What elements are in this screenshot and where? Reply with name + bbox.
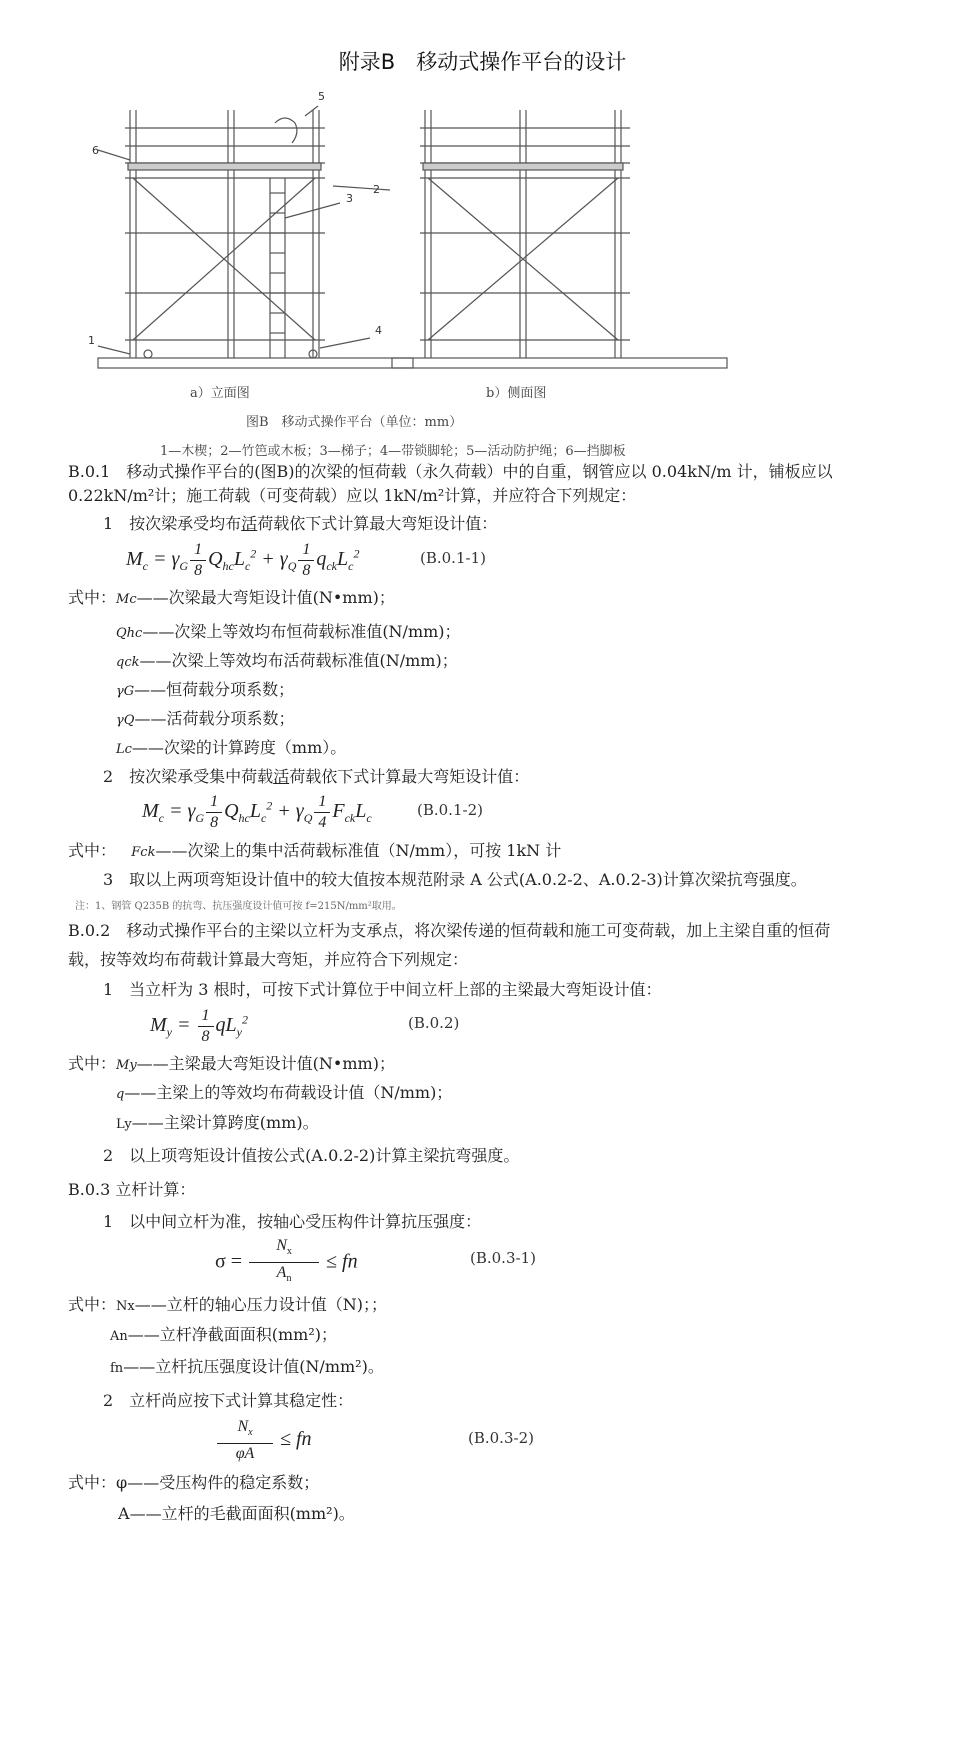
b01-para1: B.0.1 移动式操作平台的(图B)的次梁的恒荷载（永久荷载）中的自重，钢管应以 0.04kN/m 计，铺板应以 [68,462,833,481]
label-1: 1 [88,334,95,347]
eq-number-b03-2: (B.0.3-2) [468,1429,534,1447]
def-an: An——立杆净截面面积(mm²)； [110,1325,338,1344]
def-gamma-g: γG——恒荷载分项系数； [116,680,295,699]
figure-legend: 1—木楔；2—竹笆或木板；3—梯子；4—带锁脚轮；5—活动防护绳；6—挡脚板 [160,444,626,459]
eq-number-b02: (B.0.2) [408,1014,460,1032]
sub-caption-a: a）立面图 [190,386,250,401]
def-fn: fn——立杆抗压强度设计值(N/mm²)。 [110,1357,384,1376]
ground-slab-b [392,358,727,368]
equation-b03-2: $\frac{N_x}{\varphi A}$ ≤ fn [215,1417,312,1464]
def-qhc: Qhc——次梁上等效均布恒荷载标准值(N/mm)； [116,622,461,641]
def-fck: 式中： Fck——次梁上的集中活荷载标准值（N/mm），可按 1kN 计 [68,841,562,860]
def-lc: Lc——次梁的计算跨度（mm）。 [116,738,347,757]
sub-caption-b: b）侧面图 [486,386,547,401]
b02-item2: 2 以上项弯矩设计值按公式(A.0.2-2)计算主梁抗弯强度。 [103,1146,520,1165]
b03-item1: 1 以中间立杆为准，按轴心受压构件计算抗压强度： [103,1212,482,1231]
equation-b02: $M_y$ = $\frac{1}{8}$ $qL_y^2$ [150,1007,248,1045]
def-nx: 式中：Nx——立杆的轴心压力设计值（N)；； [68,1295,387,1314]
b01-item3: 3 取以上两项弯矩设计值中的较大值按本规范附录 A 公式(A.0.2-2、A.0.2-3)计算次梁抗弯强度。 [103,870,807,889]
def-q: q——主梁上的等效均布荷载设计值（N/mm)； [116,1083,453,1102]
figure-caption: 图B 移动式操作平台（单位：mm） [246,415,463,430]
page-title: 附录B 移动式操作平台的设计 [338,50,627,74]
b01-note: 注：1、钢管 Q235B 的抗弯、抗压强度设计值可按 f=215N/mm²取用。 [75,901,402,912]
b01-item1: 1 按次梁承受均布活荷载依下式计算最大弯矩设计值： [103,514,498,533]
def-qck: qck——次梁上等效均布活荷载标准值(N/mm)； [116,651,458,670]
b02-para1: B.0.2 移动式操作平台的主梁以立杆为支承点，将次梁传递的恒荷载和施工可变荷载，加上主梁自重的恒荷 [68,921,831,940]
label-2: 2 [373,183,380,196]
b02-item1: 1 当立杆为 3 根时，可按下式计算位于中间立杆上部的主梁最大弯矩设计值： [103,980,662,999]
eq-number-b01-2: (B.0.1-2) [417,801,483,819]
equation-b01-2: $M_c = \gamma_G$ $\frac{1}{8}$ $Q_{hc}L_c^2 + \gamma_Q$ $\frac{1}{4}$ $F_{ck}L_c$ [142,793,372,831]
label-6: 6 [92,144,99,157]
def-ly: Ly——主梁计算跨度(mm)。 [116,1113,319,1132]
b01-item2: 2 按次梁承受集中荷载活荷载依下式计算最大弯矩设计值： [103,767,530,786]
ground-slab-a [98,358,413,368]
eq-number-b03-1: (B.0.3-1) [470,1249,536,1267]
b02-para2: 载，按等效均布荷载计算最大弯矩，并应符合下列规定： [68,950,469,969]
def-a: A——立杆的毛截面面积(mm²)。 [118,1504,355,1523]
def-gamma-q: γQ——活荷载分项系数； [116,709,295,728]
label-5: 5 [318,90,325,103]
b01-para2: 0.22kN/m²计；施工荷载（可变荷载）应以 1kN/m²计算，并应符合下列规定： [68,486,637,505]
equation-b03-1: σ = $\frac{N_x}{A_n}$ ≤ fn [215,1237,358,1285]
label-3: 3 [346,192,353,205]
eq-number-b01-1: (B.0.1-1) [420,549,486,567]
def-my: 式中：My——主梁最大弯矩设计值(N•mm)； [68,1054,395,1073]
b03-head: B.0.3 立杆计算： [68,1180,196,1199]
platform-figure [70,90,900,418]
b03-item2: 2 立杆尚应按下式计算其稳定性： [103,1391,354,1410]
def-phi: 式中：φ——受压构件的稳定系数； [68,1473,320,1492]
equation-b01-1: $M_c = \gamma_G$ $\frac{1}{8}$ $Q_{hc}L_c^2 + \gamma_Q$ $\frac{1}{8}$ $q_{ck}L_c^2$ [126,541,360,579]
where-label: 式中：Mc——次梁最大弯矩设计值(N•mm)； [68,588,395,607]
label-4: 4 [375,324,382,337]
